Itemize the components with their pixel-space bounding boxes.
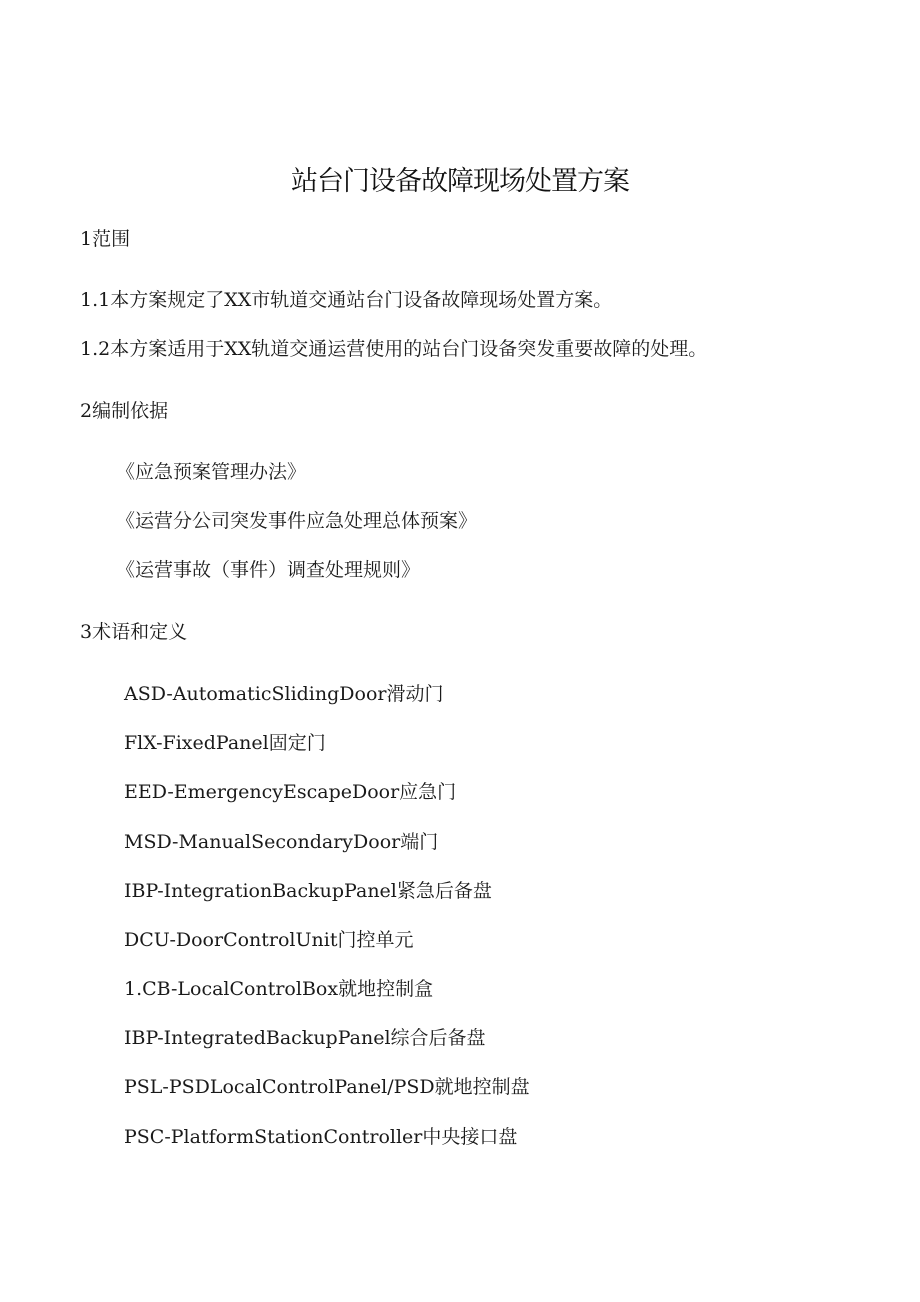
section-1-heading: 1范围: [80, 228, 131, 250]
term-item: MSD-ManualSecondaryDoor端门: [124, 831, 439, 853]
reference-item: 《运营事故（事件）调查处理规则》: [116, 559, 421, 581]
section-1-item: 1.2本方案适用于XX轨道交通运营使用的站台门设备突发重要故障的处理。: [80, 338, 708, 360]
reference-item: 《应急预案管理办法》: [116, 461, 307, 483]
term-item: PSC-PlatformStationController中央接口盘: [124, 1126, 518, 1148]
term-item: 1.CB-LocalControlBox就地控制盒: [124, 978, 434, 1000]
term-item: IBP-IntegratedBackupPanel综合后备盘: [124, 1027, 486, 1049]
term-item: ASD-AutomaticSlidingDoor滑动门: [124, 683, 444, 705]
document-title: 站台门设备故障现场处置方案: [291, 166, 629, 197]
term-item: IBP-IntegrationBackupPanel紧急后备盘: [124, 880, 492, 902]
term-item: DCU-DoorControlUnit门控单元: [124, 929, 414, 951]
section-2-heading: 2编制依据: [80, 400, 169, 422]
reference-item: 《运营分公司突发事件应急处理总体预案》: [116, 510, 478, 532]
section-3-heading: 3术语和定义: [80, 621, 188, 643]
term-item: FlX-FixedPanel固定门: [124, 732, 326, 754]
term-item: EED-EmergencyEscapeDoor应急门: [124, 781, 457, 803]
term-item: PSL-PSDLocalControlPanel/PSD就地控制盘: [124, 1076, 530, 1098]
section-1-item: 1.1本方案规定了XX市轨道交通站台门设备故障现场处置方案。: [80, 289, 613, 311]
